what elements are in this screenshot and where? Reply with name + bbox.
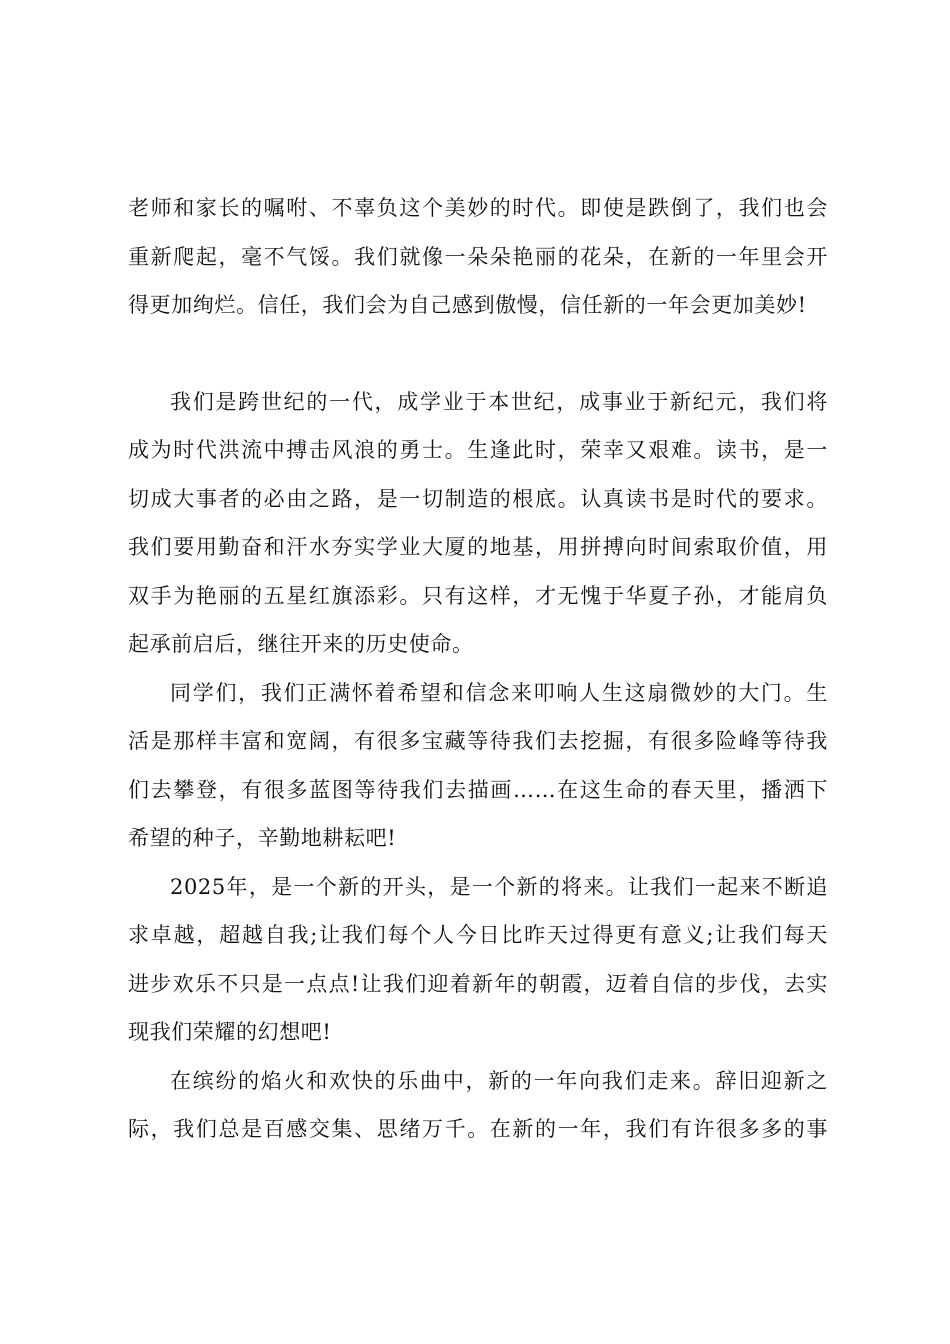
document-body	[128, 184, 828, 1154]
text-line: 际，我们总是百感交集、思绪万千。在新的一年，我们有许很多多的事	[128, 1117, 828, 1141]
paragraph-2	[128, 378, 828, 669]
paragraph-3	[128, 669, 828, 863]
text-line: 进步欢乐不只是一点点!让我们迎着新年的朝霞，迈着自信的步伐，去实	[128, 971, 828, 996]
text-line: 成为时代洪流中搏击风浪的勇士。生逢此时，荣幸又艰难。读书，是一	[128, 438, 828, 462]
text-line: 求卓越，超越自我;让我们每个人今日比昨天过得更有意义;让我们每天	[128, 923, 828, 947]
paragraph-5	[128, 1057, 828, 1154]
text-line: 得更加绚烂。信任，我们会为自己感到傲慢，信任新的一年会更加美妙!	[128, 293, 807, 317]
text-line: 在缤纷的焰火和欢快的乐曲中，新的一年向我们走来。辞旧迎新之	[170, 1068, 828, 1093]
text-line: 同学们，我们正满怀着希望和信念来叩响人生这扇微妙的大门。生	[170, 680, 828, 705]
text-line: 老师和家长的嘱咐、不辜负这个美妙的时代。即使是跌倒了，我们也会	[128, 196, 828, 220]
text-line: 我们要用勤奋和汗水夯实学业大厦的地基，用拼搏向时间索取价值，用	[128, 535, 828, 559]
paragraph-4	[128, 863, 828, 1057]
text-line: 切成大事者的必由之路，是一切制造的根底。认真读书是时代的要求。	[128, 486, 828, 511]
text-line: 现我们荣耀的幻想吧!	[128, 1020, 332, 1044]
text-line: 重新爬起，毫不气馁。我们就像一朵朵艳丽的花朵，在新的一年里会开	[128, 244, 828, 269]
text-line: 活是那样丰富和宽阔，有很多宝藏等待我们去挖掘，有很多险峰等待我	[128, 729, 828, 753]
text-line: 们去攀登，有很多蓝图等待我们去描画……在这生命的春天里，播洒下	[128, 777, 828, 802]
text-line: 希望的种子，辛勤地耕耘吧!	[128, 826, 397, 850]
text-line: 双手为艳丽的五星红旗添彩。只有这样，才无愧于华夏子孙，才能肩负	[128, 583, 828, 608]
text-line: 起承前启后，继往开来的历史使命。	[128, 632, 474, 656]
paragraph-1	[128, 184, 828, 330]
text-line: 2025年，是一个新的开头，是一个新的将来。让我们一起来不断追	[170, 874, 828, 899]
text-line: 我们是跨世纪的一代，成学业于本世纪，成事业于新纪元，我们将	[170, 389, 828, 414]
